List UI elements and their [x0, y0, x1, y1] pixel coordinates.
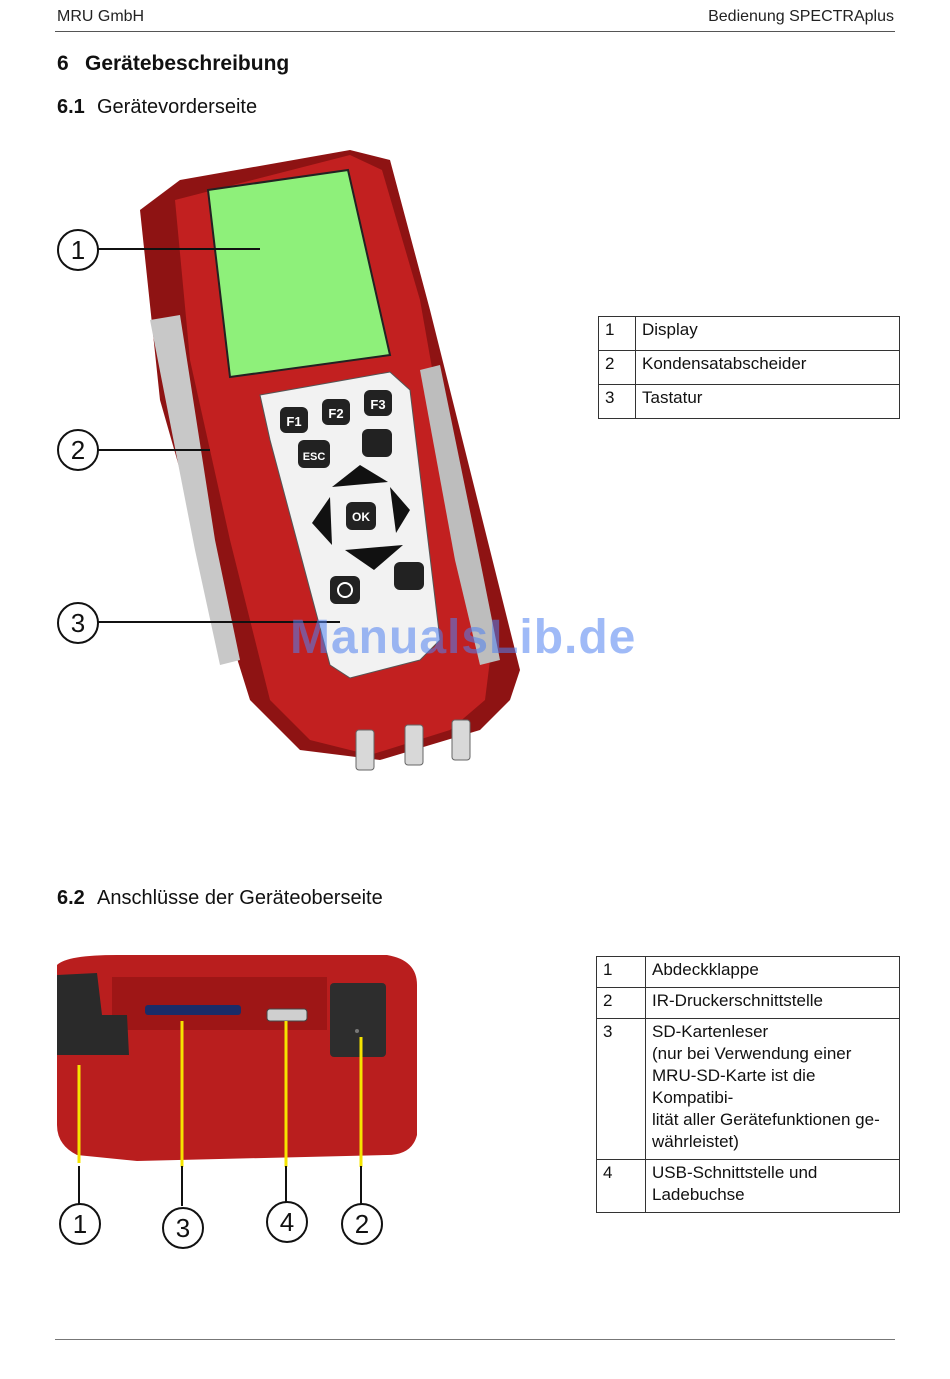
- watermark: ManualsLib.de: [290, 611, 637, 664]
- legend-text: [646, 957, 900, 988]
- legend-text: Tastatur: [636, 385, 900, 419]
- callout-1: 1: [57, 229, 99, 271]
- table-row: [597, 1019, 900, 1160]
- ir-sensor-dot: [355, 1029, 359, 1033]
- callout-line-2: [97, 448, 212, 452]
- legend-text: Kondensatabscheider: [636, 351, 900, 385]
- callout-2: 2: [341, 1203, 383, 1245]
- print-key: [394, 562, 424, 590]
- legend-line: Ladebuchse: [652, 1185, 745, 1204]
- callout-1: 1: [59, 1203, 101, 1245]
- folder-key: [362, 429, 392, 457]
- key-ok-label: OK: [352, 510, 370, 524]
- legend-number: 4: [597, 1160, 646, 1213]
- callout-connector-lines: [57, 1166, 419, 1206]
- ir-printer-interface: [330, 983, 386, 1057]
- table-row: [599, 317, 900, 351]
- gas-connector: [356, 730, 374, 770]
- legend-text: [646, 1019, 900, 1160]
- legend-number: 2: [597, 988, 646, 1019]
- section-title: Anschlüsse der Geräteoberseite: [97, 887, 383, 909]
- legend-line: (nur bei Verwendung einer: [652, 1044, 852, 1063]
- table-row: [599, 351, 900, 385]
- legend-number: 3: [599, 385, 636, 419]
- legend-number: 1: [599, 317, 636, 351]
- key-f3-label: F3: [370, 397, 386, 412]
- sd-card-slot: [145, 1005, 241, 1015]
- device-front-illustration: [120, 140, 540, 790]
- section-number: 6.1: [57, 96, 85, 118]
- legend-text: Display: [636, 317, 900, 351]
- section-heading-6-2: [57, 887, 383, 910]
- legend-text: [646, 1160, 900, 1213]
- legend-table-front: [598, 316, 900, 419]
- legend-line: lität aller Gerätefunktionen ge-: [652, 1110, 880, 1129]
- legend-line: Abdeckklappe: [652, 960, 759, 979]
- header-rule: [55, 31, 895, 32]
- legend-line: SD-Kartenleser: [652, 1022, 769, 1041]
- power-key: [330, 576, 360, 604]
- section-number: 6: [57, 52, 69, 75]
- usb-port: [267, 1009, 307, 1021]
- legend-line: MRU-SD-Karte ist die Kompatibi-: [652, 1066, 816, 1107]
- legend-number: 1: [597, 957, 646, 988]
- section-title: Gerätebeschreibung: [85, 52, 290, 75]
- legend-line: USB-Schnittstelle und: [652, 1163, 818, 1182]
- legend-text: [646, 988, 900, 1019]
- table-row: [597, 1160, 900, 1213]
- key-f1-label: F1: [286, 414, 302, 429]
- device-top-illustration: [57, 955, 419, 1167]
- table-row: [599, 385, 900, 419]
- gas-connector: [405, 725, 423, 765]
- table-row: [597, 957, 900, 988]
- section-number: 6.2: [57, 887, 85, 909]
- section-heading-6: [57, 52, 289, 76]
- callout-3: 3: [57, 602, 99, 644]
- header-company: MRU GmbH: [57, 8, 145, 25]
- gas-connector: [452, 720, 470, 760]
- legend-line: IR-Druckerschnittstelle: [652, 991, 823, 1010]
- callout-3: 3: [162, 1207, 204, 1249]
- legend-line: währleistet): [652, 1132, 739, 1151]
- legend-number: 2: [599, 351, 636, 385]
- key-esc-label: ESC: [302, 451, 326, 463]
- key-f2-label: F2: [328, 406, 344, 421]
- callout-2: 2: [57, 429, 99, 471]
- legend-number: 3: [597, 1019, 646, 1160]
- callout-line-1: [97, 247, 262, 251]
- legend-table-top: [596, 956, 900, 1213]
- table-row: [597, 988, 900, 1019]
- section-title: Gerätevorderseite: [97, 96, 258, 118]
- connector-recess: [112, 977, 327, 1030]
- footer-rule: [55, 1339, 895, 1340]
- section-heading-6-1: [57, 96, 257, 119]
- callout-4: 4: [266, 1201, 308, 1243]
- header-document-title: Bedienung SPECTRAplus: [708, 8, 894, 25]
